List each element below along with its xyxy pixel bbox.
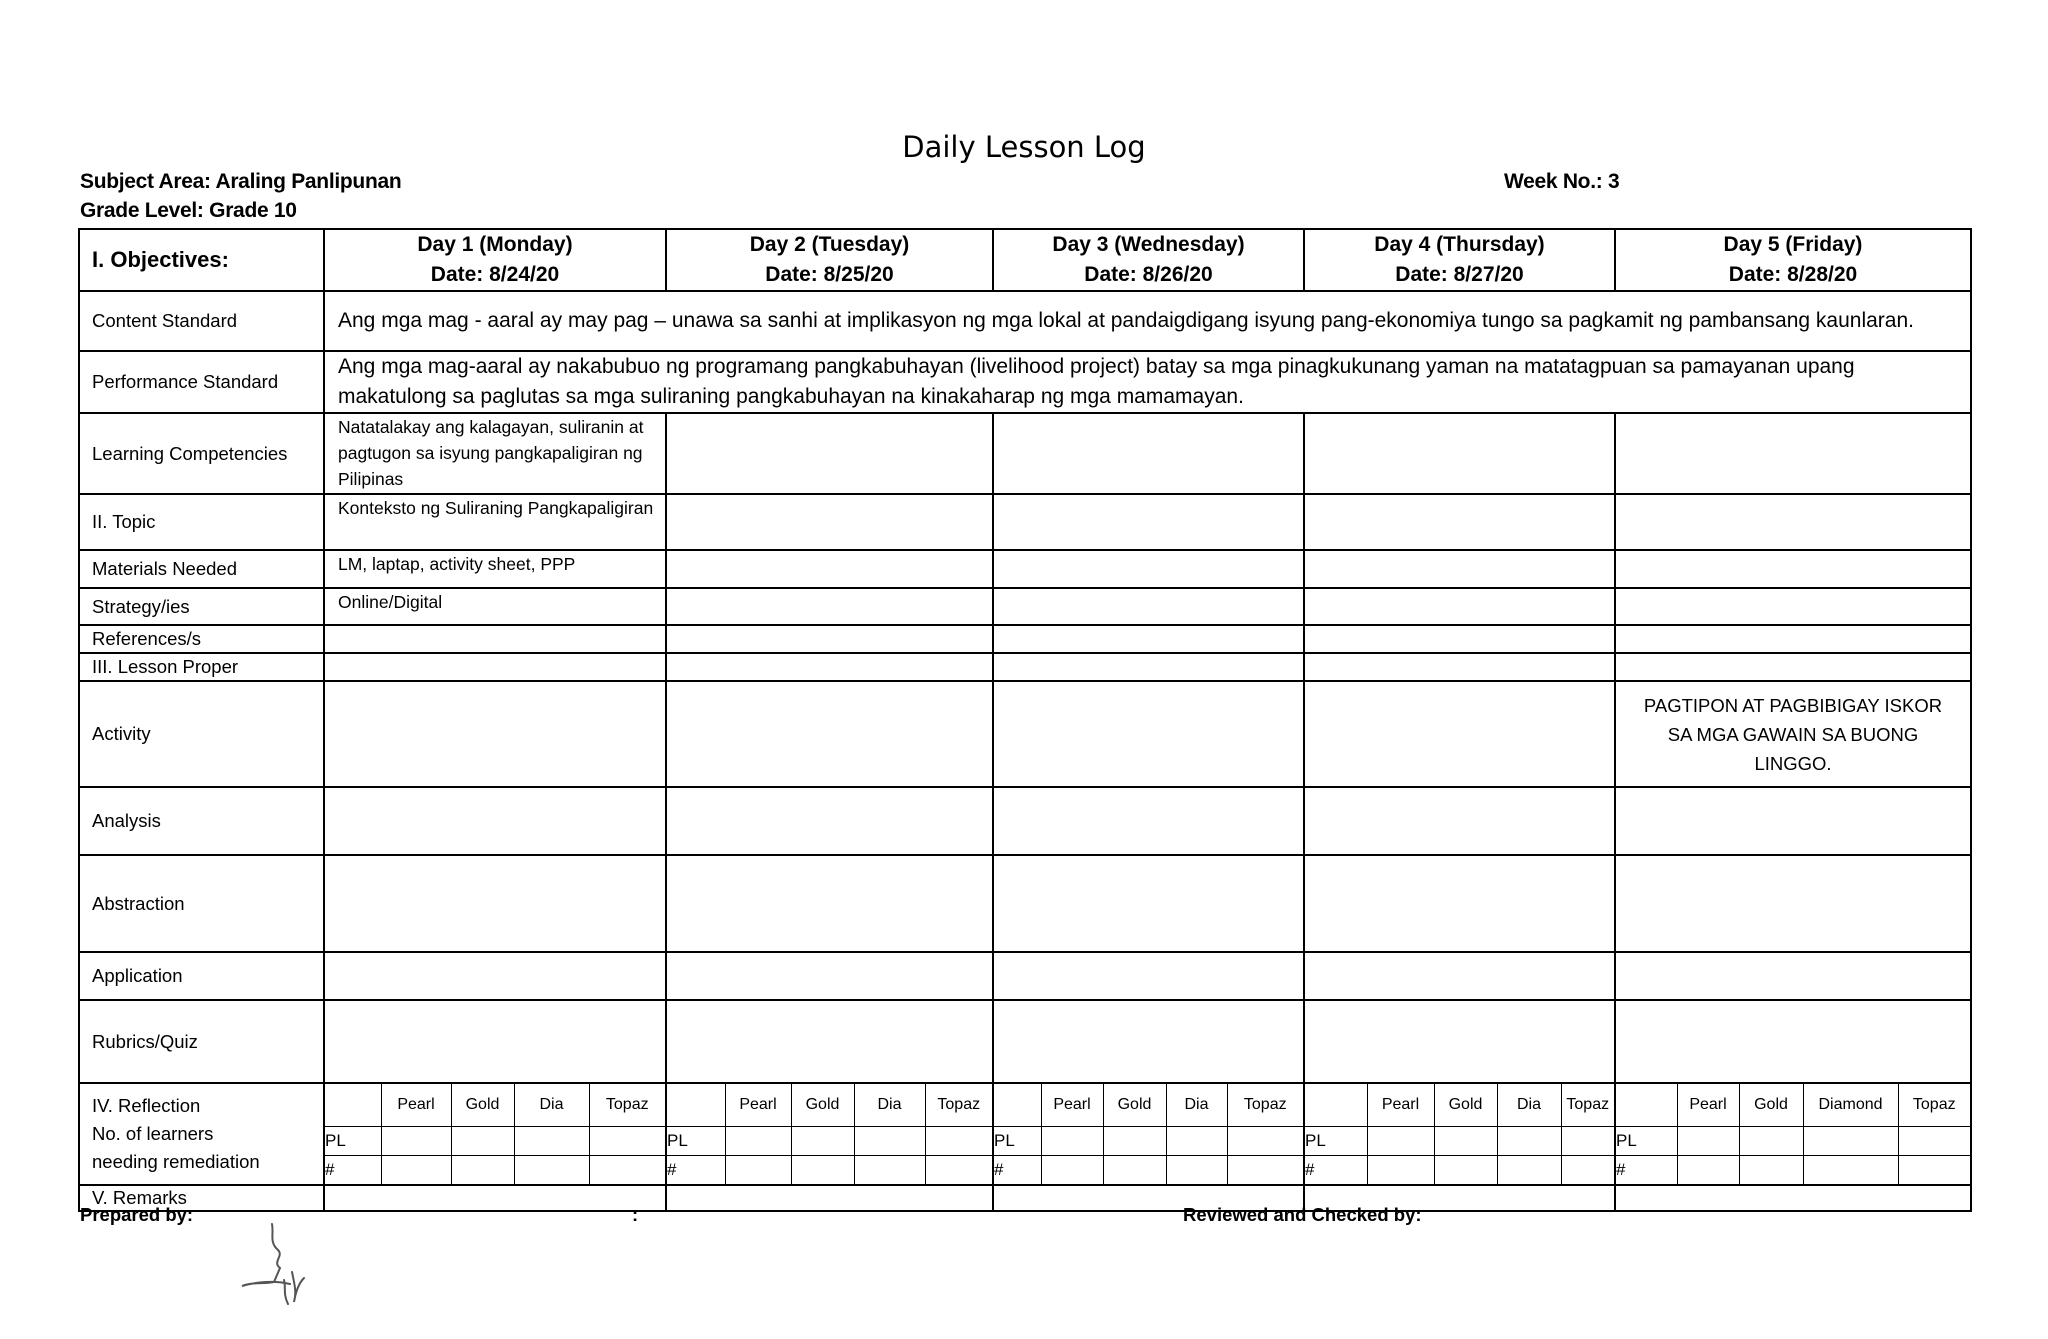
day-header	[666, 229, 993, 291]
lesson-proper-row	[79, 653, 1971, 681]
rubrics-label: Rubrics/Quiz	[79, 1000, 324, 1083]
content-standard-row	[79, 291, 1971, 351]
day-header	[1615, 229, 1971, 291]
day-name: Day 1 (Monday)	[417, 233, 573, 256]
empty-cell	[324, 681, 666, 787]
lesson-proper-label: III. Lesson Proper	[79, 653, 324, 681]
day-name: Day 2 (Tuesday)	[749, 233, 910, 256]
activity-label: Activity	[79, 681, 324, 787]
performance-standard-row	[79, 351, 1971, 413]
grid-header: Topaz	[1227, 1084, 1303, 1127]
grid-header: Dia	[514, 1084, 589, 1127]
grid-header: Gold	[1434, 1084, 1497, 1127]
remarks-label: V. Remarks	[79, 1185, 324, 1211]
grid-cell	[451, 1127, 514, 1156]
day-date: Date: 8/24/20	[430, 263, 560, 286]
empty-cell	[1615, 413, 1971, 494]
empty-cell	[993, 952, 1304, 1000]
grid-header: Topaz	[589, 1084, 665, 1127]
grid-corner	[994, 1084, 1041, 1127]
grid-header: Gold	[1103, 1084, 1166, 1127]
empty-cell	[993, 787, 1304, 855]
grid-header: Pearl	[1041, 1084, 1103, 1127]
grid-header: Gold	[1739, 1084, 1803, 1127]
empty-cell	[666, 413, 993, 494]
grid-cell	[451, 1156, 514, 1185]
grid-header: Dia	[1497, 1084, 1561, 1127]
grid-row-label-pl: PL	[1305, 1127, 1367, 1156]
analysis-row	[79, 787, 1971, 855]
empty-cell	[993, 681, 1304, 787]
day1-topic: Konteksto ng Suliraning Pangkapaligiran	[324, 494, 666, 550]
empty-cell	[1615, 494, 1971, 550]
grid-header: Topaz	[925, 1084, 992, 1127]
grid-cell	[725, 1127, 791, 1156]
grid-cell	[791, 1156, 854, 1185]
analysis-label: Analysis	[79, 787, 324, 855]
empty-cell	[324, 625, 666, 653]
grid-corner	[325, 1084, 381, 1127]
empty-cell	[1304, 588, 1615, 625]
day-header	[993, 229, 1304, 291]
grid-row-label-count: #	[667, 1156, 725, 1185]
empty-cell	[324, 952, 666, 1000]
learning-competencies-label: Learning Competencies	[79, 413, 324, 494]
grid-corner	[1616, 1084, 1677, 1127]
remediation-line-2: needing remediation	[92, 1151, 260, 1172]
empty-cell	[993, 1000, 1304, 1083]
grid-cell	[381, 1127, 451, 1156]
empty-cell	[1304, 681, 1615, 787]
reflection-grid	[667, 1084, 992, 1184]
grid-cell	[589, 1127, 665, 1156]
grid-cell	[1367, 1127, 1434, 1156]
grid-cell	[1561, 1127, 1614, 1156]
empty-cell	[324, 855, 666, 952]
empty-cell	[666, 588, 993, 625]
empty-cell	[1615, 653, 1971, 681]
empty-cell	[1304, 1000, 1615, 1083]
grid-header: Gold	[451, 1084, 514, 1127]
day5-activity: PAGTIPON AT PAGBIBIGAY ISKOR SA MGA GAWAIN SA BUONG LINGGO.	[1615, 681, 1971, 787]
materials-row	[79, 550, 1971, 588]
grid-cell	[925, 1156, 992, 1185]
empty-cell	[993, 413, 1304, 494]
grade-level: Grade Level: Grade 10	[80, 199, 297, 222]
empty-cell	[1615, 550, 1971, 588]
performance-standard-text: Ang mga mag-aaral ay nakabubuo ng programang pangkabuhayan (livelihood project) batay sa mga pinagkukunang yaman na matatagpuan sa pamayanan upang makatulong sa paglutas sa mga suliraning pangkabuhayan na kinakaharap ng mga mamamayan.	[324, 351, 1971, 413]
grid-row-label-pl: PL	[667, 1127, 725, 1156]
abstraction-row	[79, 855, 1971, 952]
grid-cell	[854, 1156, 925, 1185]
day-header	[324, 229, 666, 291]
grid-cell	[1367, 1156, 1434, 1185]
empty-cell	[1304, 653, 1615, 681]
empty-cell	[1615, 1000, 1971, 1083]
materials-label: Materials Needed	[79, 550, 324, 588]
grid-corner	[667, 1084, 725, 1127]
grid-cell	[1561, 1156, 1614, 1185]
grid-cell	[514, 1156, 589, 1185]
grid-row-label-count: #	[1305, 1156, 1367, 1185]
rubrics-row	[79, 1000, 1971, 1083]
grid-cell	[1497, 1156, 1561, 1185]
content-standard-label: Content Standard	[79, 291, 324, 351]
reviewed-by-label: Reviewed and Checked by:	[1183, 1204, 1422, 1225]
grid-row-label-pl: PL	[1616, 1127, 1677, 1156]
reflection-grid-cell	[1304, 1083, 1615, 1185]
empty-cell	[993, 653, 1304, 681]
empty-cell	[1304, 787, 1615, 855]
day-header	[1304, 229, 1615, 291]
grid-corner	[1305, 1084, 1367, 1127]
topic-row	[79, 494, 1971, 550]
empty-cell	[666, 494, 993, 550]
empty-cell	[324, 787, 666, 855]
empty-cell	[993, 494, 1304, 550]
grid-header: Pearl	[381, 1084, 451, 1127]
reflection-grid	[1616, 1084, 1970, 1184]
empty-cell	[993, 550, 1304, 588]
grid-cell	[1166, 1156, 1227, 1185]
day-date: Date: 8/27/20	[1395, 263, 1524, 286]
reflection-grid-cell	[1615, 1083, 1971, 1185]
grid-row-label-count: #	[1616, 1156, 1677, 1185]
empty-cell	[324, 1000, 666, 1083]
empty-cell	[666, 1000, 993, 1083]
grid-cell	[925, 1127, 992, 1156]
reflection-grid-cell	[993, 1083, 1304, 1185]
day-header-row	[79, 229, 1971, 291]
day1-strategy: Online/Digital	[324, 588, 666, 625]
reflection-grid-cell	[324, 1083, 666, 1185]
strategy-row	[79, 588, 1971, 625]
week-number: Week No.: 3	[1504, 170, 1620, 193]
grid-header: Gold	[791, 1084, 854, 1127]
grid-cell	[854, 1127, 925, 1156]
grid-header: Topaz	[1561, 1084, 1614, 1127]
empty-cell	[666, 625, 993, 653]
application-label: Application	[79, 952, 324, 1000]
topic-label: II. Topic	[79, 494, 324, 550]
subject-area: Subject Area: Araling Panlipunan	[80, 170, 402, 193]
references-row	[79, 625, 1971, 653]
empty-cell	[666, 1185, 993, 1211]
grid-cell	[1739, 1127, 1803, 1156]
grid-cell	[589, 1156, 665, 1185]
grid-header: Diamond	[1803, 1084, 1898, 1127]
empty-cell	[324, 653, 666, 681]
grid-cell	[1434, 1156, 1497, 1185]
grid-cell	[514, 1127, 589, 1156]
lesson-log-table	[78, 228, 1972, 1212]
grid-header: Topaz	[1898, 1084, 1970, 1127]
abstraction-label: Abstraction	[79, 855, 324, 952]
reflection-grid-cell	[666, 1083, 993, 1185]
grid-cell	[1103, 1156, 1166, 1185]
empty-cell	[1615, 1185, 1971, 1211]
reflection-grid	[325, 1084, 665, 1184]
empty-cell	[1615, 952, 1971, 1000]
grid-cell	[1497, 1127, 1561, 1156]
grid-row-label-pl: PL	[994, 1127, 1041, 1156]
colon-mark: :	[632, 1204, 639, 1225]
reflection-grid	[994, 1084, 1303, 1184]
reflection-row	[79, 1083, 1971, 1185]
empty-cell	[993, 625, 1304, 653]
empty-cell	[1304, 413, 1615, 494]
grid-header: Dia	[854, 1084, 925, 1127]
remarks-row	[79, 1185, 1971, 1211]
grid-cell	[381, 1156, 451, 1185]
grid-row-label-count: #	[325, 1156, 381, 1185]
empty-cell	[1615, 787, 1971, 855]
performance-standard-label: Performance Standard	[79, 351, 324, 413]
grid-header: Pearl	[725, 1084, 791, 1127]
empty-cell	[993, 588, 1304, 625]
grid-row-label-pl: PL	[325, 1127, 381, 1156]
empty-cell	[666, 550, 993, 588]
objectives-label: I. Objectives:	[79, 229, 324, 291]
grid-cell	[1677, 1127, 1739, 1156]
references-label: References/s	[79, 625, 324, 653]
grid-cell	[1434, 1127, 1497, 1156]
empty-cell	[324, 1185, 666, 1211]
day1-materials: LM, laptap, activity sheet, PPP	[324, 550, 666, 588]
grid-cell	[791, 1127, 854, 1156]
grid-cell	[725, 1156, 791, 1185]
empty-cell	[1304, 855, 1615, 952]
grid-header: Pearl	[1367, 1084, 1434, 1127]
grid-cell	[1041, 1156, 1103, 1185]
handwritten-signature	[234, 1222, 324, 1312]
day-date: Date: 8/26/20	[1084, 263, 1213, 286]
empty-cell	[1615, 855, 1971, 952]
empty-cell	[1304, 494, 1615, 550]
content-standard-text: Ang mga mag - aaral ay may pag – unawa sa sanhi at implikasyon ng mga lokal at pandaigdigang isyung pang-ekonomiya tungo sa pagkamit ng pambansang kaunlaran.	[324, 291, 1971, 351]
document-title: Daily Lesson Log	[902, 130, 1146, 164]
reflection-label	[79, 1083, 324, 1185]
empty-cell	[1304, 952, 1615, 1000]
empty-cell	[666, 855, 993, 952]
prepared-by-label: Prepared by:	[80, 1204, 194, 1225]
grid-cell	[1041, 1127, 1103, 1156]
activity-row	[79, 681, 1971, 787]
grid-header: Pearl	[1677, 1084, 1739, 1127]
day-date: Date: 8/28/20	[1728, 263, 1858, 286]
grid-header: Dia	[1166, 1084, 1227, 1127]
grid-cell	[1803, 1156, 1898, 1185]
application-row	[79, 952, 1971, 1000]
learning-competencies-row	[79, 413, 1971, 494]
empty-cell	[1615, 625, 1971, 653]
reflection-grid	[1305, 1084, 1614, 1184]
empty-cell	[666, 653, 993, 681]
grid-cell	[1166, 1127, 1227, 1156]
grid-cell	[1739, 1156, 1803, 1185]
empty-cell	[1304, 550, 1615, 588]
grid-cell	[1803, 1127, 1898, 1156]
day1-competency: Natatalakay ang kalagayan, suliranin at pagtugon sa isyung pangkapaligiran ng Pilipinas	[324, 413, 666, 494]
remediation-line-1: No. of learners	[92, 1123, 214, 1144]
grid-cell	[1227, 1127, 1303, 1156]
day-name: Day 4 (Thursday)	[1374, 233, 1545, 256]
empty-cell	[1304, 625, 1615, 653]
day-name: Day 3 (Wednesday)	[1052, 233, 1245, 256]
strategy-label: Strategy/ies	[79, 588, 324, 625]
empty-cell	[666, 787, 993, 855]
empty-cell	[666, 952, 993, 1000]
grid-cell	[1677, 1156, 1739, 1185]
empty-cell	[1615, 588, 1971, 625]
reflection-title: IV. Reflection	[92, 1095, 201, 1116]
day-name: Day 5 (Friday)	[1723, 233, 1863, 256]
grid-cell	[1227, 1156, 1303, 1185]
grid-row-label-count: #	[994, 1156, 1041, 1185]
grid-cell	[1898, 1156, 1970, 1185]
grid-cell	[1103, 1127, 1166, 1156]
empty-cell	[993, 855, 1304, 952]
grid-cell	[1898, 1127, 1970, 1156]
empty-cell	[666, 681, 993, 787]
day-date: Date: 8/25/20	[765, 263, 894, 286]
